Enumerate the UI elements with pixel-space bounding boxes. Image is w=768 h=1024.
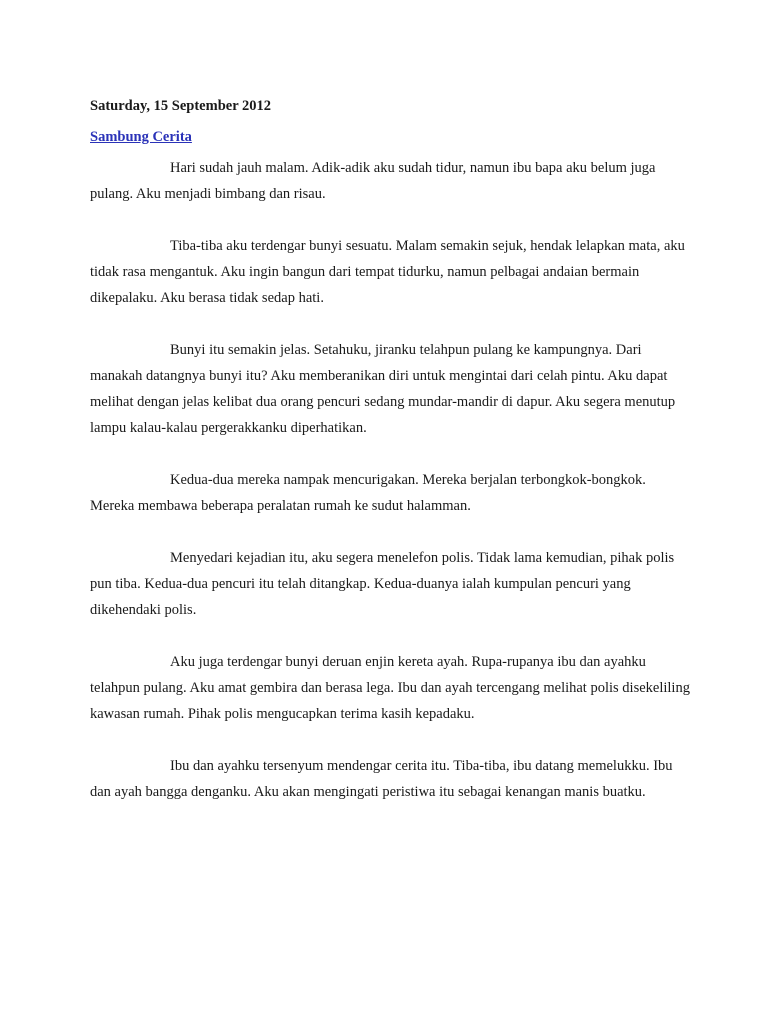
paragraph-4: Kedua-dua mereka nampak mencurigakan. Mereka berjalan terbongkok-bongkok. Mereka membawa beberapa peralatan rumah ke sudut halamman. bbox=[90, 472, 646, 514]
paragraph-2: Tiba-tiba aku terdengar bunyi sesuatu. Malam semakin sejuk, hendak lelapkan mata, aku tidak rasa mengantuk. Aku ingin bangun dari tempat tidurku, namun pelbagai andaian bermain dikepalaku. Aku berasa tidak sedap hati. bbox=[90, 238, 685, 306]
post-body bbox=[90, 155, 690, 805]
paragraph-3: Bunyi itu semakin jelas. Setahuku, jiranku telahpun pulang ke kampungnya. Dari manakah datangnya bunyi itu? Aku memberanikan diri untuk mengintai dari celah pintu. Aku dapat melihat dengan jelas kelibat dua orang pencuri sedang mundar-mandir di dapur. Aku segera menutup lampu kalau-kalau pergerakkanku diperhatikan. bbox=[90, 342, 676, 436]
post-date: Saturday, 15 September 2012 bbox=[90, 98, 271, 114]
paragraph-1: Hari sudah jauh malam. Adik-adik aku sudah tidur, namun ibu bapa aku belum juga pulang. Aku menjadi bimbang dan risau. bbox=[90, 160, 656, 202]
paragraph-7: Ibu dan ayahku tersenyum mendengar cerita itu. Tiba-tiba, ibu datang memelukku. Ibu dan ayah bangga denganku. Aku akan mengingati peristiwa itu sebagai kenangan manis buatku. bbox=[90, 758, 673, 800]
post-title bbox=[90, 128, 690, 146]
paragraph-5: Menyedari kejadian itu, aku segera menelefon polis. Tidak lama kemudian, pihak polis pun tiba. Kedua-dua pencuri itu telah ditangkap. Kedua-duanya ialah kumpulan pencuri yang dikehendaki polis. bbox=[90, 550, 675, 618]
post-title-link[interactable]: Sambung Cerita bbox=[90, 129, 192, 145]
blog-post bbox=[90, 97, 690, 831]
paragraph-6: Aku juga terdengar bunyi deruan enjin kereta ayah. Rupa-rupanya ibu dan ayahku telahpun pulang. Aku amat gembira dan berasa lega. Ibu dan ayah tercengang melihat polis disekeliling kawasan rumah. Pihak polis mengucapkan terima kasih kepadaku. bbox=[90, 654, 690, 722]
